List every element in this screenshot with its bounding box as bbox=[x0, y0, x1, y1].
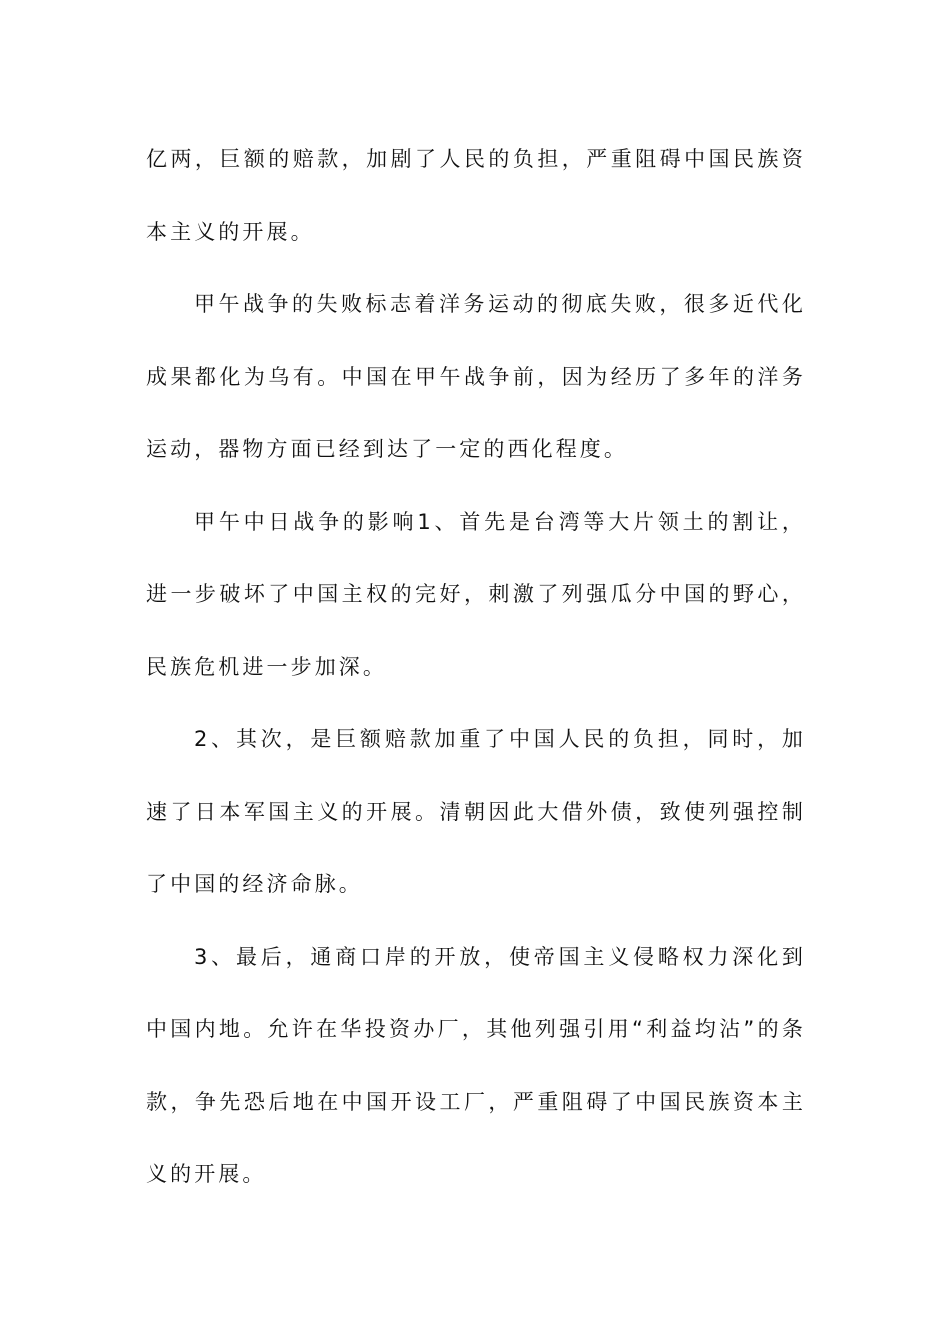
paragraph-3: 甲午中日战争的影响1、首先是台湾等大片领土的割让，进一步破坏了中国主权的完好，刺激了列强瓜分中国的野心，民族危机进一步加深。 bbox=[146, 509, 806, 679]
paragraph-5: 3、最后，通商口岸的开放，使帝国主义侵略权力深化到中国内地。允许在华投资办厂，其他列强引用“利益均沾”的条款，争先恐后地在中国开设工厂，严重阻碍了中国民族资本主义的开展。 bbox=[146, 944, 806, 1186]
paragraph-4: 2、其次，是巨额赔款加重了中国人民的负担，同时，加速了日本军国主义的开展。清朝因此大借外债，致使列强控制了中国的经济命脉。 bbox=[146, 727, 806, 896]
body-text bbox=[146, 123, 806, 1211]
paragraph-2: 甲午战争的失败标志着洋务运动的彻底失败，很多近代化成果都化为乌有。中国在甲午战争前，因为经历了多年的洋务运动，器物方面已经到达了一定的西化程度。 bbox=[146, 292, 806, 461]
paragraph-1: 亿两，巨额的赔款，加剧了人民的负担，严重阻碍中国民族资本主义的开展。 bbox=[146, 147, 806, 244]
